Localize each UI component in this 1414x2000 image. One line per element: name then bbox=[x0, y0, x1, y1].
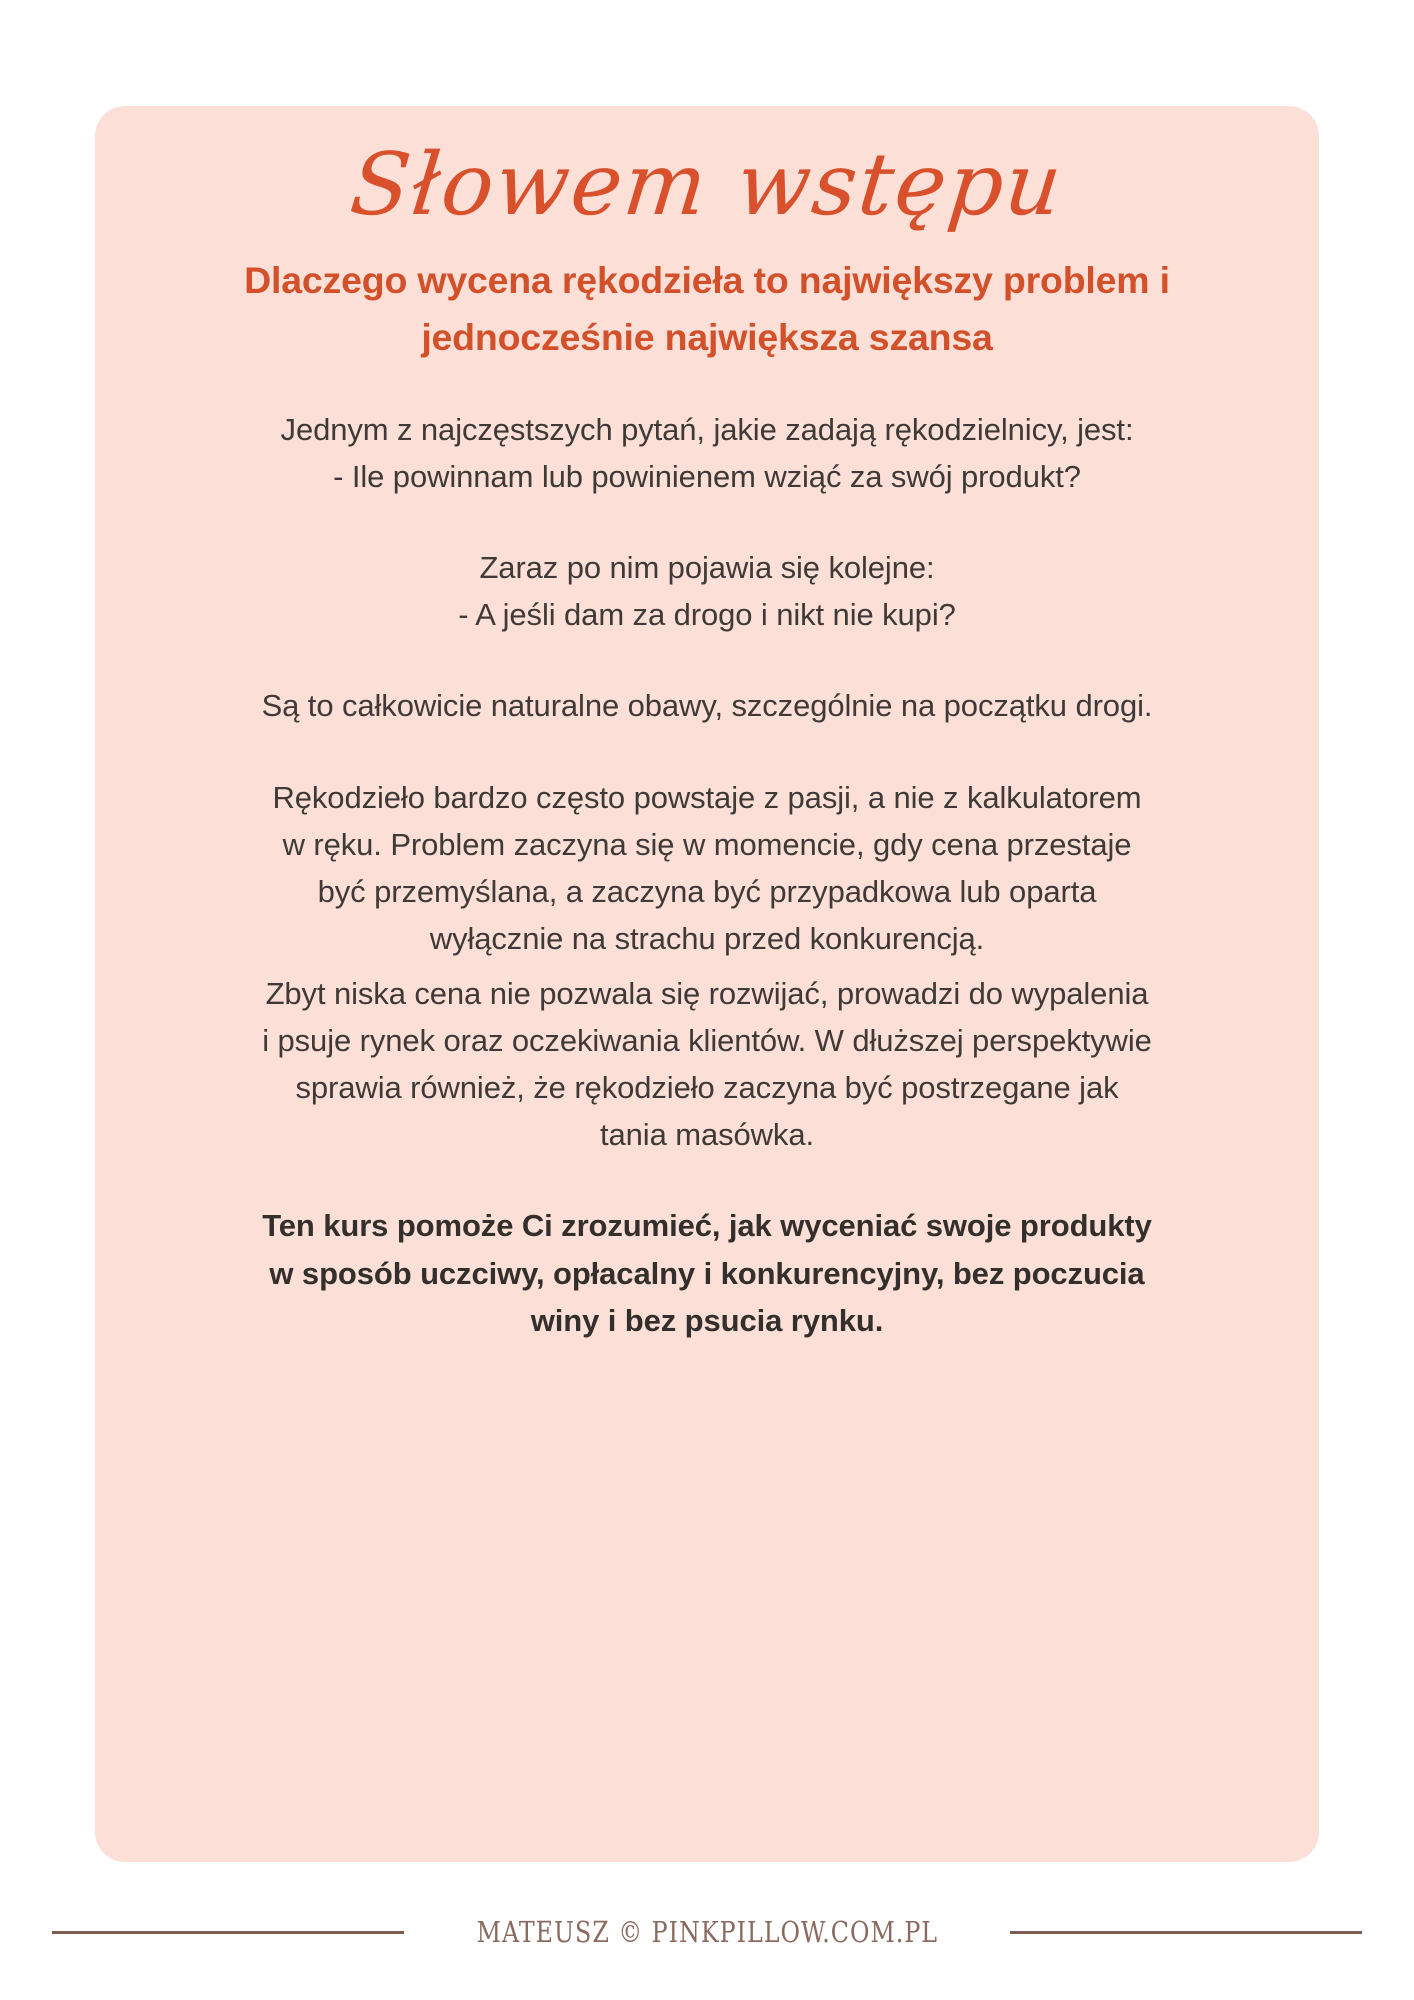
paragraph-promise-block bbox=[133, 1202, 1281, 1343]
paragraph-line: sprawia również, że rękodzieło zaczyna być postrzegane jak bbox=[295, 1070, 1119, 1106]
paragraph-reassurance-block bbox=[133, 682, 1281, 729]
paragraph-explanation-block-b bbox=[133, 970, 1281, 1158]
footer-credit-text: MATEUSZ © PINKPILLOW.COM.PL bbox=[476, 1915, 938, 1949]
paragraph-line: w ręku. Problem zaczyna się w momencie, gdy cena przestaje bbox=[282, 826, 1132, 862]
page-title-script: Słowem wstępu bbox=[345, 135, 1069, 235]
paragraph-line: - A jeśli dam za drogo i nikt nie kupi? bbox=[458, 597, 956, 633]
paragraph-line: i psuje rynek oraz oczekiwania klientów. W dłuższej perspektywie bbox=[262, 1023, 1152, 1059]
page-footer bbox=[0, 1915, 1414, 1949]
content-card bbox=[95, 106, 1319, 1862]
paragraph-line: Ten kurs pomoże Ci zrozumieć, jak wyceniać swoje produkty bbox=[262, 1208, 1152, 1244]
paragraph-line: w sposób uczciwy, opłacalny i konkurencyjny, bez poczucia bbox=[269, 1255, 1145, 1291]
paragraph-line: wyłącznie na strachu przed konkurencją. bbox=[429, 920, 985, 956]
paragraph-line: Jednym z najczęstszych pytań, jakie zadają rękodzielnicy, jest: bbox=[280, 412, 1134, 447]
paragraph-line: - Ile powinnam lub powinienem wziąć za swój produkt? bbox=[333, 459, 1081, 495]
paragraph-line: Rękodzieło bardzo często powstaje z pasji, a nie z kalkulatorem bbox=[272, 779, 1142, 815]
headline-line-1: Dlaczego wycena rękodzieła to największy problem i bbox=[244, 259, 1170, 301]
paragraph-line: Zbyt niska cena nie pozwala się rozwijać, prowadzi do wypalenia bbox=[265, 975, 1149, 1011]
paragraph-explanation-block-a bbox=[133, 774, 1281, 962]
footer-rule-left bbox=[52, 1931, 404, 1934]
paragraph-line: tania masówka. bbox=[600, 1117, 814, 1153]
paragraph-line: winy i bez psucia rynku. bbox=[530, 1302, 884, 1338]
paragraph-line: Są to całkowicie naturalne obawy, szczególnie na początku drogi. bbox=[261, 688, 1153, 724]
paragraph-followup-block bbox=[133, 544, 1281, 638]
body-content bbox=[133, 406, 1281, 1344]
headline-line-2: jednocześnie największa szansa bbox=[421, 316, 993, 358]
page-headline bbox=[165, 252, 1249, 366]
paragraph-line: Zaraz po nim pojawia się kolejne: bbox=[479, 550, 935, 586]
footer-rule-right bbox=[1010, 1931, 1362, 1934]
paragraph-question-block bbox=[133, 406, 1281, 500]
paragraph-line: być przemyślana, a zaczyna być przypadkowa lub oparta bbox=[317, 873, 1097, 909]
